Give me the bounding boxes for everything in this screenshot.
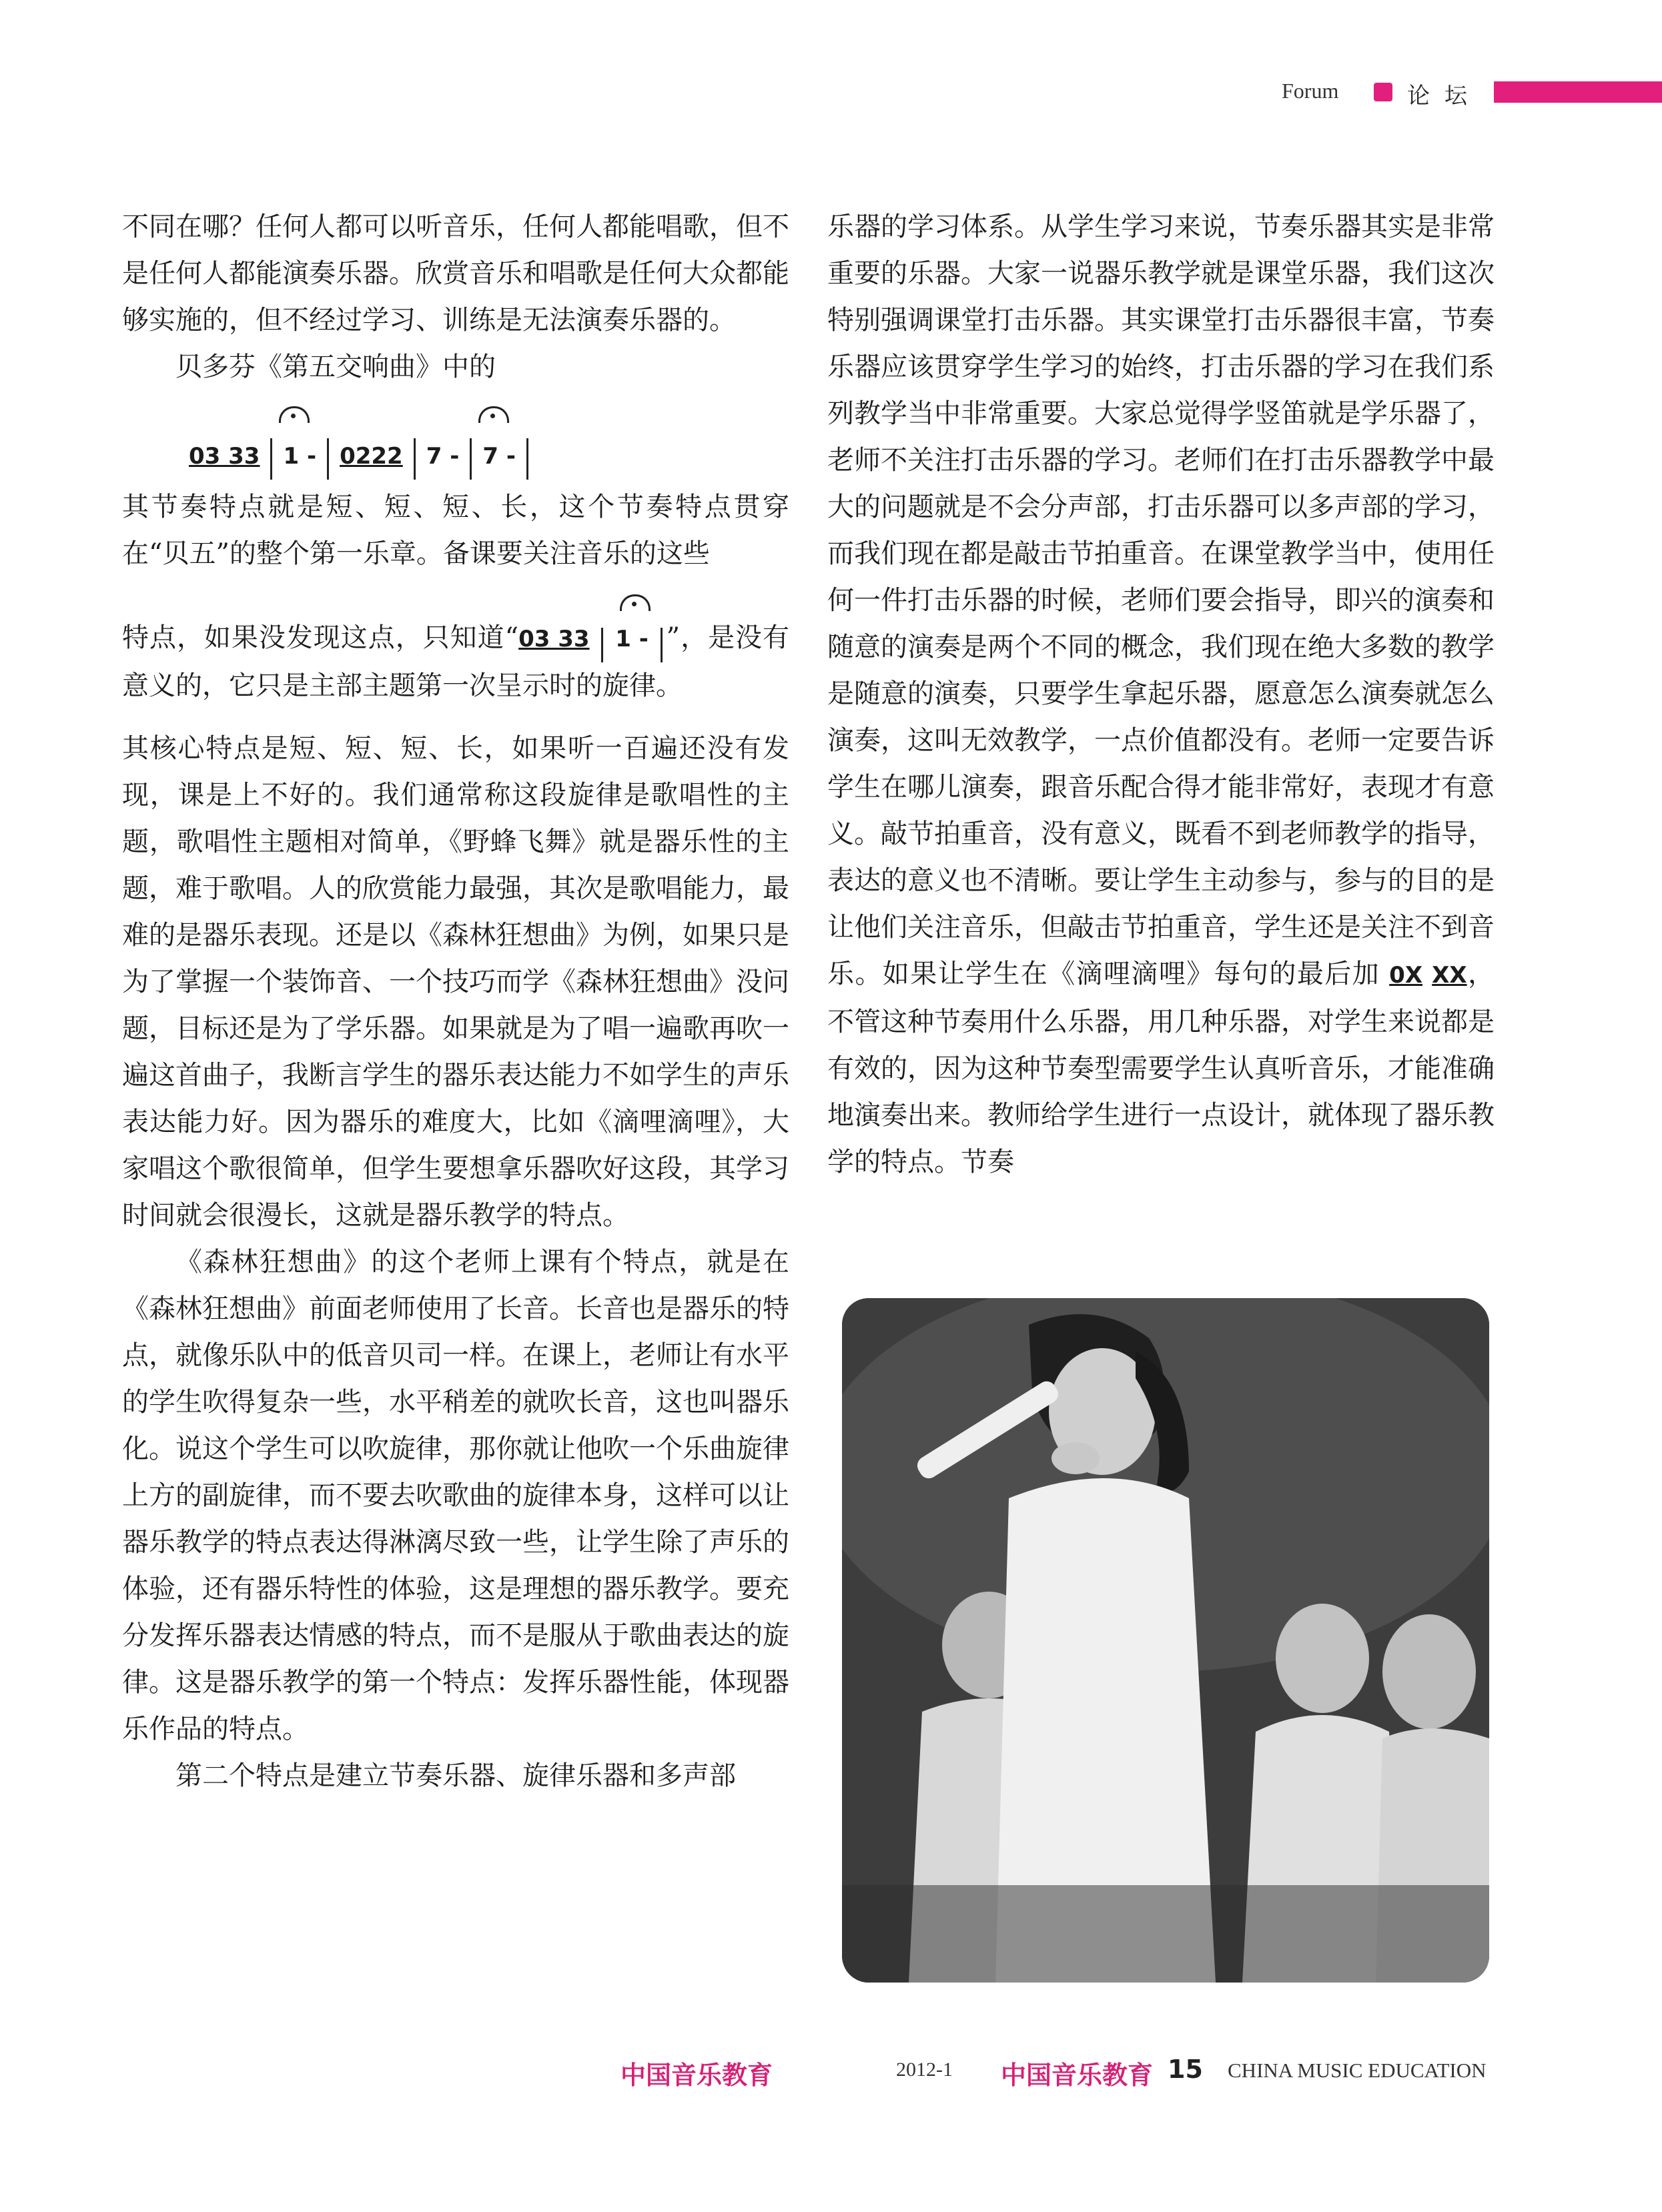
notation-group <box>476 433 522 480</box>
bar-line <box>327 438 329 480</box>
text-run: ，不管这种节奏用什么乐器，用几种乐器，对学生来说都是有效的，因为这种节奏型需要学生认真听音乐，才能准确地演奏出来。教师给学生进行一点设计，就体现了器乐教学的特点。节奏 <box>827 959 1495 1177</box>
notation-group <box>182 433 266 480</box>
notation-text: 03 33 <box>189 443 260 470</box>
classroom-photo <box>842 1298 1489 1983</box>
notation-group <box>420 433 466 480</box>
page-header <box>1195 75 1662 109</box>
paragraph <box>827 203 1495 1185</box>
rhythm-notation: 0X <box>1389 962 1423 989</box>
music-notation <box>122 393 789 480</box>
notation-text: 0222 <box>340 443 403 470</box>
magazine-logo: 中国音乐教育 <box>1001 2060 1154 2090</box>
paragraph: 第二个特点是建立节奏乐器、旋律乐器和多声部 <box>175 1760 736 1791</box>
left-column <box>122 203 789 1799</box>
paragraph <box>122 593 789 709</box>
notation-text: 7 - <box>482 443 516 470</box>
paragraph: 不同在哪？任何人都可以听音乐，任何人都能唱歌，但不是任何人都能演奏乐器。欣赏音乐和唱歌是任何大众都能够实施的，但不经过学习、训练是无法演奏乐器的。 <box>122 211 789 336</box>
section-color-bar <box>1494 81 1662 103</box>
paragraph: 其核心特点是短、短、短、长，如果听一百遍还没有发现，课是上不好的。我们通常称这段旋律是歌唱性的主题，歌唱性主题相对简单，《野蜂飞舞》就是器乐性的主题，难于歌唱。人的欣赏能力最强，其次是歌唱能力，最难的是器乐表现。还是以《森林狂想曲》为例，如果只是为了掌握一个装饰音、一个技巧而学《森林狂想曲》没问题，目标还是为了学乐器。如果就是为了唱一遍歌再吹一遍这首曲子，我断言学生的器乐表达能力不如学生的声乐表达能力好。因为器乐的难度大，比如《滴哩滴哩》，大家唱这个歌很简单，但学生要想拿乐器吹好这段，其学习时间就会很漫长，这就是器乐教学的特点。 <box>122 733 789 1231</box>
bar-line <box>661 628 663 662</box>
bar-line <box>270 438 272 480</box>
page-footer <box>0 2052 1662 2092</box>
notation-group <box>276 433 323 480</box>
notation-group <box>333 433 410 480</box>
inline-notation <box>518 593 667 662</box>
bar-line <box>601 628 603 662</box>
rhythm-notation: XX <box>1432 962 1467 989</box>
notation-text: 03 33 <box>518 626 590 652</box>
page-number: 15 <box>1168 2055 1203 2084</box>
magazine-name-en: CHINA MUSIC EDUCATION <box>1228 2059 1487 2082</box>
paragraph: 《森林狂想曲》的这个老师上课有个特点，就是在《森林狂想曲》前面老师使用了长音。长音也是器乐的特点，就像乐队中的低音贝司一样。在课上，老师让有水平的学生吹得复杂一些，水平稍差的就吹长音，这也叫器乐化。说这个学生可以吹旋律，那你就让他吹一个乐曲旋律上方的副旋律，而不要去吹歌曲的旋律本身，这样可以让器乐教学的特点表达得淋漓尽致一些，让学生除了声乐的体验，还有器乐特性的体验，这是理想的器乐教学。要充分发挥乐器表达情感的特点，而不是服从于歌曲表达的旋律。这是器乐教学的第一个特点：发挥乐器性能，体现器乐作品的特点。 <box>122 1247 789 1744</box>
text-run: 乐器的学习体系。从学生学习来说，节奏乐器其实是非常重要的乐器。大家一说器乐教学就是课堂乐器，我们这次特别强调课堂打击乐器。其实课堂打击乐器很丰富，节奏乐器应该贯穿学生学习的始终，打击乐器的学习在我们系列教学当中非常重要。大家总觉得学竖笛就是学乐器了，老师不关注打击乐器的学习。老师们在打击乐器教学中最大的问题就是不会分声部，打击乐器可以多声部的学习，而我们现在都是敲击节拍重音。在课堂教学当中，使用任何一件打击乐器的时候，老师们要会指导，即兴的演奏和随意的演奏是两个不同的概念，我们现在绝大多数的教学是随意的演奏，只要学生拿起乐器，愿意怎么演奏就怎么演奏，这叫无效教学，一点价值都没有。老师一定要告诉学生在哪儿演奏，跟音乐配合得才能非常好，表现才有意义。敲节拍重音，没有意义，既看不到老师教学的指导，表达的意义也不清晰。要让学生主动参与，参与的目的是让他们关注音乐，但敲击节拍重音，学生还是关注不到音乐。如果让学生在《滴哩滴哩》每句的最后加 <box>827 211 1495 989</box>
right-column <box>827 203 1495 1185</box>
paragraph: 贝多芬《第五交响曲》中的 <box>175 352 496 382</box>
section-label-en: Forum <box>1282 79 1339 103</box>
notation-text: 1 - <box>283 443 317 470</box>
section-label-zh: 论坛 <box>1407 83 1482 109</box>
fermata-icon <box>478 406 509 423</box>
bar-line <box>526 438 528 480</box>
notation-text: 1 - <box>615 626 649 652</box>
photo-illustration <box>842 1298 1489 1983</box>
section-square-marker <box>1374 83 1392 101</box>
text-run: 特点，如果没发现这点，只知道“ <box>122 622 519 653</box>
magazine-logo: 中国音乐教育 <box>620 2060 773 2090</box>
notation-text: 7 - <box>426 443 460 470</box>
fermata-icon <box>279 406 310 423</box>
issue-number: 2012-1 <box>896 2059 953 2081</box>
bar-line <box>414 438 416 480</box>
bar-line <box>470 438 472 480</box>
fermata-icon <box>620 594 651 611</box>
text-run: ”，是没有意义的，它只是主部主题第一次呈示时的旋律。 <box>122 622 790 701</box>
paragraph: 其节奏特点就是短、短、短、长，这个节奏特点贯穿在“贝五”的整个第一乐章。备课要关注音乐的这些 <box>122 492 789 569</box>
